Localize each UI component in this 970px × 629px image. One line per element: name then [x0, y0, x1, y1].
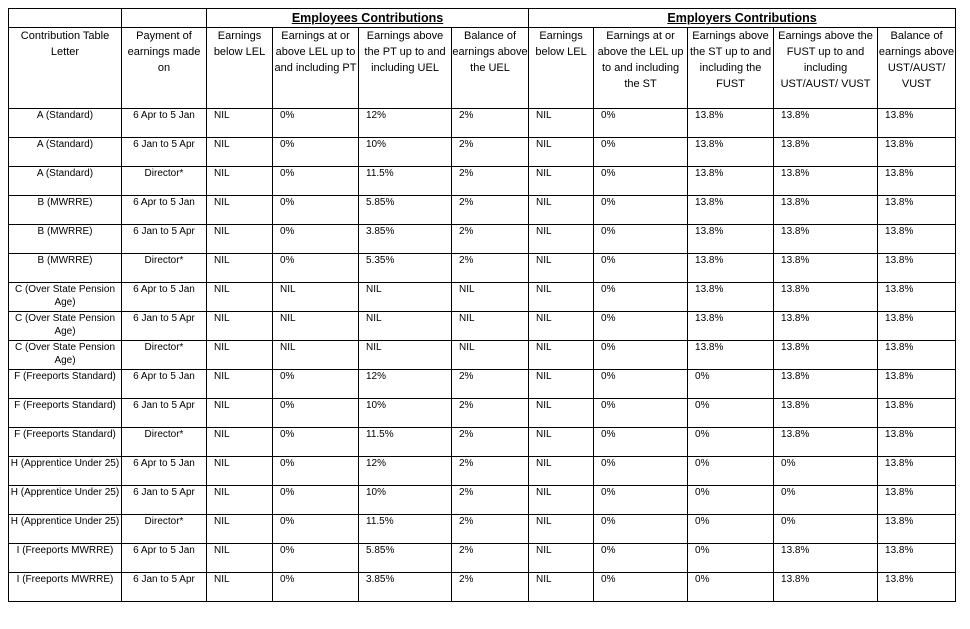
table-letter-cell: H (Apprentice Under 25)	[9, 457, 122, 486]
rate-cell: 2%	[452, 486, 529, 515]
rate-cell: NIL	[273, 312, 359, 341]
rate-cell: 0%	[273, 399, 359, 428]
rate-cell: 0%	[688, 544, 774, 573]
table-letter-cell: B (MWRRE)	[9, 225, 122, 254]
rate-cell: 13.8%	[688, 254, 774, 283]
rate-cell: 0%	[594, 109, 688, 138]
rate-cell: NIL	[529, 312, 594, 341]
rate-cell: 2%	[452, 225, 529, 254]
rate-cell: NIL	[207, 457, 273, 486]
column-header: Balance of earnings above the UEL	[452, 28, 529, 109]
rate-cell: NIL	[529, 428, 594, 457]
rate-cell: 0%	[594, 573, 688, 602]
table-row	[9, 254, 956, 283]
table-row	[9, 312, 956, 341]
rate-cell: NIL	[452, 341, 529, 370]
rate-cell: 13.8%	[774, 138, 878, 167]
rate-cell: 2%	[452, 109, 529, 138]
rate-cell: 13.8%	[774, 370, 878, 399]
rate-cell: 0%	[688, 370, 774, 399]
rate-cell: 13.8%	[878, 312, 956, 341]
rate-cell: 13.8%	[774, 341, 878, 370]
rate-cell: NIL	[207, 399, 273, 428]
rate-cell: 10%	[359, 486, 452, 515]
payment-period-cell: 6 Apr to 5 Jan	[122, 283, 207, 312]
rate-cell: 0%	[273, 573, 359, 602]
rate-cell: 13.8%	[774, 167, 878, 196]
rate-cell: 0%	[594, 370, 688, 399]
rate-cell: 0%	[594, 283, 688, 312]
rate-cell: NIL	[207, 254, 273, 283]
rate-cell: NIL	[207, 138, 273, 167]
rate-cell: 13.8%	[688, 167, 774, 196]
rate-cell: 2%	[452, 457, 529, 486]
payment-period-cell: 6 Jan to 5 Apr	[122, 399, 207, 428]
table-row	[9, 341, 956, 370]
table-row	[9, 167, 956, 196]
payment-period-cell: 6 Jan to 5 Apr	[122, 225, 207, 254]
rate-cell: NIL	[529, 341, 594, 370]
table-letter-cell: C (Over State Pension Age)	[9, 341, 122, 370]
table-letter-cell: A (Standard)	[9, 138, 122, 167]
table-letter-cell: C (Over State Pension Age)	[9, 283, 122, 312]
rate-cell: 0%	[273, 167, 359, 196]
column-header: Earnings above the PT up to and including UEL	[359, 28, 452, 109]
payment-period-cell: 6 Jan to 5 Apr	[122, 486, 207, 515]
rate-cell: 13.8%	[774, 196, 878, 225]
rate-cell: NIL	[529, 544, 594, 573]
column-header: Earnings above the ST up to and including the FUST	[688, 28, 774, 109]
table-letter-cell: A (Standard)	[9, 109, 122, 138]
contributions-table	[8, 8, 956, 602]
rate-cell: 13.8%	[688, 109, 774, 138]
rate-cell: 11.5%	[359, 167, 452, 196]
rate-cell: 0%	[594, 515, 688, 544]
rate-cell: NIL	[207, 515, 273, 544]
table-letter-cell: F (Freeports Standard)	[9, 370, 122, 399]
rate-cell: 13.8%	[878, 109, 956, 138]
rate-cell: 13.8%	[774, 283, 878, 312]
rate-cell: 2%	[452, 399, 529, 428]
rate-cell: 3.85%	[359, 225, 452, 254]
rate-cell: 2%	[452, 573, 529, 602]
table-row	[9, 138, 956, 167]
rate-cell: 13.8%	[878, 370, 956, 399]
rate-cell: 13.8%	[688, 138, 774, 167]
rate-cell: 13.8%	[774, 254, 878, 283]
rate-cell: NIL	[529, 370, 594, 399]
rate-cell: 13.8%	[688, 312, 774, 341]
rate-cell: 11.5%	[359, 515, 452, 544]
table-letter-cell: B (MWRRE)	[9, 196, 122, 225]
rate-cell: 0%	[273, 515, 359, 544]
table-letter-cell: B (MWRRE)	[9, 254, 122, 283]
rate-cell: 0%	[594, 341, 688, 370]
rate-cell: NIL	[207, 167, 273, 196]
payment-period-cell: 6 Apr to 5 Jan	[122, 544, 207, 573]
rate-cell: 12%	[359, 457, 452, 486]
rate-cell: 0%	[594, 428, 688, 457]
rate-cell: NIL	[529, 109, 594, 138]
rate-cell: 0%	[594, 138, 688, 167]
table-row	[9, 457, 956, 486]
rate-cell: 10%	[359, 399, 452, 428]
rate-cell: NIL	[207, 486, 273, 515]
rate-cell: 13.8%	[878, 486, 956, 515]
rate-cell: 0%	[273, 428, 359, 457]
rate-cell: 0%	[273, 486, 359, 515]
table-row	[9, 196, 956, 225]
rate-cell: 0%	[688, 457, 774, 486]
payment-period-cell: 6 Apr to 5 Jan	[122, 457, 207, 486]
payment-period-cell: 6 Apr to 5 Jan	[122, 196, 207, 225]
table-row	[9, 544, 956, 573]
rate-cell: 0%	[594, 544, 688, 573]
rate-cell: 0%	[688, 515, 774, 544]
rate-cell: 5.35%	[359, 254, 452, 283]
rate-cell: 13.8%	[878, 544, 956, 573]
rate-cell: 13.8%	[774, 573, 878, 602]
rate-cell: 2%	[452, 515, 529, 544]
rate-cell: 13.8%	[878, 138, 956, 167]
employees-group-title: Employees Contributions	[207, 9, 529, 28]
rate-cell: 12%	[359, 109, 452, 138]
rate-cell: 0%	[273, 544, 359, 573]
rate-cell: 0%	[594, 254, 688, 283]
rate-cell: NIL	[529, 573, 594, 602]
rate-cell: NIL	[529, 283, 594, 312]
rate-cell: NIL	[529, 196, 594, 225]
table-letter-cell: H (Apprentice Under 25)	[9, 515, 122, 544]
table-row	[9, 486, 956, 515]
payment-period-cell: 6 Apr to 5 Jan	[122, 109, 207, 138]
rate-cell: 0%	[594, 312, 688, 341]
rate-cell: NIL	[529, 457, 594, 486]
rate-cell: NIL	[273, 341, 359, 370]
table-row	[9, 573, 956, 602]
rate-cell: 0%	[774, 515, 878, 544]
rate-cell: 11.5%	[359, 428, 452, 457]
rate-cell: 2%	[452, 428, 529, 457]
payment-period-cell: Director*	[122, 428, 207, 457]
rate-cell: 0%	[273, 138, 359, 167]
rate-cell: 0%	[688, 486, 774, 515]
rate-cell: 13.8%	[774, 225, 878, 254]
rate-cell: 13.8%	[878, 341, 956, 370]
rate-cell: 0%	[774, 486, 878, 515]
rate-cell: NIL	[359, 283, 452, 312]
table-letter-cell: I (Freeports MWRRE)	[9, 544, 122, 573]
column-header: Earnings below LEL	[529, 28, 594, 109]
rate-cell: 0%	[594, 399, 688, 428]
rate-cell: NIL	[207, 109, 273, 138]
rate-cell: NIL	[529, 399, 594, 428]
payment-period-cell: Director*	[122, 341, 207, 370]
rate-cell: NIL	[529, 254, 594, 283]
rate-cell: NIL	[207, 544, 273, 573]
table-row	[9, 109, 956, 138]
rate-cell: 2%	[452, 196, 529, 225]
column-header-row	[9, 28, 956, 109]
column-header: Payment of earnings made on	[122, 28, 207, 109]
rate-cell: NIL	[207, 428, 273, 457]
rate-cell: 0%	[774, 457, 878, 486]
blank-payment-cell	[122, 9, 207, 28]
rate-cell: 13.8%	[878, 573, 956, 602]
rate-cell: NIL	[529, 167, 594, 196]
rate-cell: 0%	[273, 109, 359, 138]
rate-cell: 13.8%	[774, 109, 878, 138]
rate-cell: NIL	[207, 283, 273, 312]
column-header: Balance of earnings above UST/AUST/ VUST	[878, 28, 956, 109]
rate-cell: NIL	[452, 283, 529, 312]
rate-cell: 2%	[452, 370, 529, 399]
table-body	[9, 109, 956, 602]
rate-cell: NIL	[529, 515, 594, 544]
payment-period-cell: Director*	[122, 515, 207, 544]
column-header: Earnings below LEL	[207, 28, 273, 109]
rate-cell: 13.8%	[688, 341, 774, 370]
payment-period-cell: 6 Jan to 5 Apr	[122, 573, 207, 602]
table-letter-cell: H (Apprentice Under 25)	[9, 486, 122, 515]
table-row	[9, 399, 956, 428]
rate-cell: 12%	[359, 370, 452, 399]
rate-cell: NIL	[529, 138, 594, 167]
rate-cell: NIL	[207, 370, 273, 399]
rate-cell: NIL	[452, 312, 529, 341]
table-row	[9, 515, 956, 544]
rate-cell: NIL	[273, 283, 359, 312]
employers-group-title: Employers Contributions	[529, 9, 956, 28]
table-letter-cell: F (Freeports Standard)	[9, 399, 122, 428]
rate-cell: 0%	[273, 370, 359, 399]
rate-cell: 0%	[688, 428, 774, 457]
rate-cell: NIL	[207, 225, 273, 254]
table-row	[9, 428, 956, 457]
rate-cell: 5.85%	[359, 544, 452, 573]
rate-cell: 0%	[594, 225, 688, 254]
rate-cell: 13.8%	[878, 457, 956, 486]
rate-cell: 13.8%	[688, 225, 774, 254]
rate-cell: 13.8%	[878, 515, 956, 544]
table-row	[9, 370, 956, 399]
rate-cell: 13.8%	[774, 544, 878, 573]
payment-period-cell: Director*	[122, 167, 207, 196]
rate-cell: NIL	[529, 225, 594, 254]
column-header: Earnings at or above LEL up to and including PT	[273, 28, 359, 109]
rate-cell: NIL	[207, 573, 273, 602]
group-header-row	[9, 9, 956, 28]
rate-cell: NIL	[359, 312, 452, 341]
rate-cell: 0%	[594, 457, 688, 486]
payment-period-cell: 6 Jan to 5 Apr	[122, 312, 207, 341]
rate-cell: 2%	[452, 138, 529, 167]
rate-cell: 2%	[452, 544, 529, 573]
table-letter-cell: C (Over State Pension Age)	[9, 312, 122, 341]
rate-cell: NIL	[359, 341, 452, 370]
rate-cell: 13.8%	[878, 254, 956, 283]
rate-cell: 10%	[359, 138, 452, 167]
blank-corner-cell	[9, 9, 122, 28]
table-letter-cell: A (Standard)	[9, 167, 122, 196]
payment-period-cell: 6 Jan to 5 Apr	[122, 138, 207, 167]
table-row	[9, 283, 956, 312]
rate-cell: 0%	[273, 254, 359, 283]
rate-cell: NIL	[529, 486, 594, 515]
rate-cell: 0%	[273, 457, 359, 486]
table-letter-cell: F (Freeports Standard)	[9, 428, 122, 457]
column-header: Earnings above the FUST up to and including UST/AUST/ VUST	[774, 28, 878, 109]
rate-cell: 0%	[273, 196, 359, 225]
rate-cell: 0%	[594, 196, 688, 225]
rate-cell: NIL	[207, 196, 273, 225]
table-row	[9, 225, 956, 254]
payment-period-cell: 6 Apr to 5 Jan	[122, 370, 207, 399]
rate-cell: 13.8%	[878, 399, 956, 428]
rate-cell: 13.8%	[878, 283, 956, 312]
rate-cell: 2%	[452, 254, 529, 283]
table-letter-cell: I (Freeports MWRRE)	[9, 573, 122, 602]
rate-cell: NIL	[207, 341, 273, 370]
rate-cell: 13.8%	[878, 428, 956, 457]
rate-cell: 13.8%	[774, 399, 878, 428]
payment-period-cell: Director*	[122, 254, 207, 283]
rate-cell: 0%	[594, 167, 688, 196]
rate-cell: 0%	[594, 486, 688, 515]
rate-cell: 13.8%	[878, 196, 956, 225]
rate-cell: NIL	[207, 312, 273, 341]
column-header: Contribution Table Letter	[9, 28, 122, 109]
rate-cell: 0%	[273, 225, 359, 254]
rate-cell: 13.8%	[878, 225, 956, 254]
rate-cell: 3.85%	[359, 573, 452, 602]
rate-cell: 13.8%	[688, 283, 774, 312]
rate-cell: 2%	[452, 167, 529, 196]
rate-cell: 5.85%	[359, 196, 452, 225]
rate-cell: 0%	[688, 573, 774, 602]
column-header: Earnings at or above the LEL up to and including the ST	[594, 28, 688, 109]
rate-cell: 13.8%	[774, 312, 878, 341]
rate-cell: 13.8%	[878, 167, 956, 196]
rate-cell: 0%	[688, 399, 774, 428]
rate-cell: 13.8%	[688, 196, 774, 225]
rate-cell: 13.8%	[774, 428, 878, 457]
